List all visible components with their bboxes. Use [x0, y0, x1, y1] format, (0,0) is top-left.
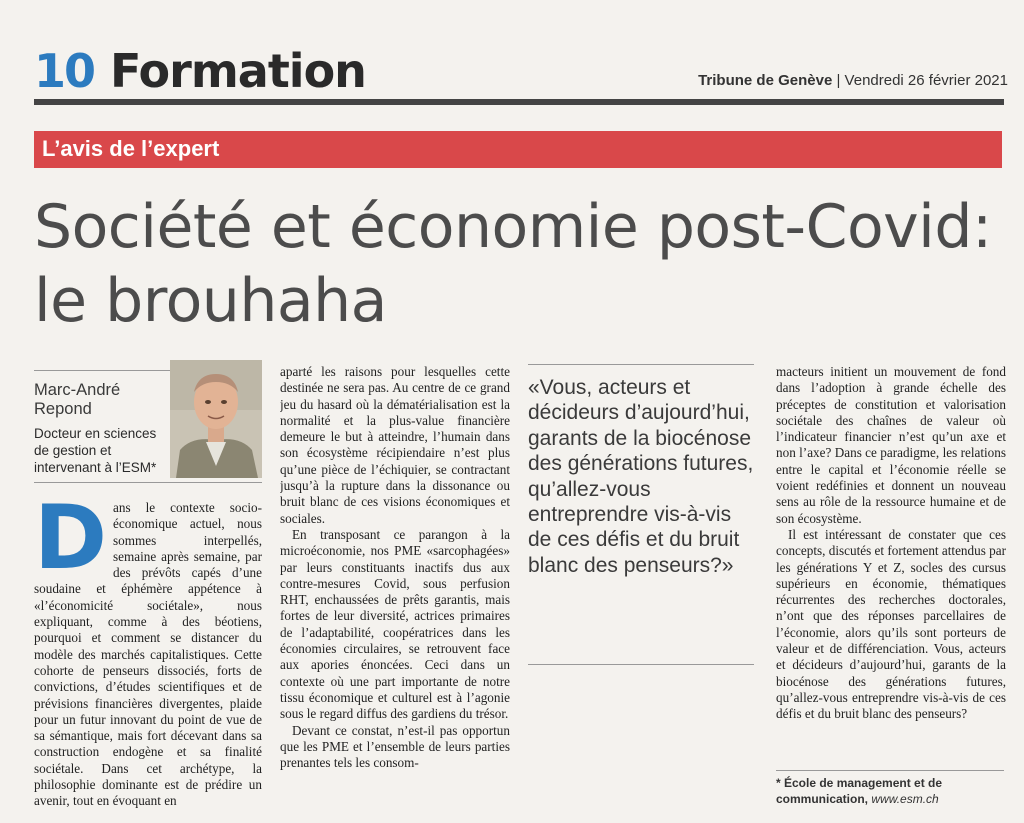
- pull-quote: «Vous, acteurs et décideurs d’aujourd’hui, garants de la biocénose des générations futures, qu’allez-vous entreprendre vis-à-vis de ces défis et du bruit blanc des penseurs?»: [528, 376, 754, 577]
- headline: Société et économie post-Covid: le brouhaha: [34, 192, 992, 336]
- article-paragraph: aparté les raisons pour lesquelles cette destinée ne sera pas. Au centre de ce grand jeu du hasard où la dématérialisation est la normalité et la plus-value financière demeure le but à atteindre, l’humain dans son écosystème récipiendaire n’est plus qu’une pièce de l’échiquier, se contractant jusqu’à la rupture dans la dissonance ou bruit blanc de ces visions économiques et sociales.: [280, 364, 510, 526]
- quote-bottom-rule: [528, 664, 754, 665]
- kicker-label: L’avis de l’expert: [42, 136, 220, 161]
- drop-cap: D: [34, 500, 108, 589]
- page-number: 10: [34, 44, 95, 98]
- article-column-1: [34, 500, 262, 822]
- article-paragraph: macteurs initient un mouvement de fond dans l’adoption à grande échelle des préceptes de constitution et valorisation sociétale des chaînes de valeur où l’indicateur financier n’est qu’un axe et non l’axe? Dans ce paradigme, les relations entre le capital et l’économie réelle se voient redéfinies et donnent un nouveau sens au rôle de la ressource humaine et de son écosystème.: [776, 364, 1006, 526]
- author-name: Marc-André Repond: [34, 381, 121, 418]
- author-role: Docteur en sciences de gestion et intervenant à l’ESM*: [34, 426, 157, 475]
- footnote-rule: [776, 770, 1004, 771]
- article-paragraph: Il est intéressant de constater que ces concepts, discutés et fortement attendus par les générations Y et Z, socles des cursus supérieurs en économie, thématiques récurrentes des recherches doctorales, n’ont que des réponses parcellaires de l’économie, alors qu’ils sont porteurs de valeur et de différenciation. Vous, acteurs et décideurs d’aujourd’hui, garants de la biocénose des générations futures, qu’allez-vous entreprendre vis-à-vis de ces défis et du bruit blanc des penseurs?: [776, 526, 1006, 722]
- author-photo: [170, 360, 262, 478]
- article-paragraph: Devant ce constat, n’est-il pas opportun que les PME et l’ensemble de leurs parties prenantes tels les consom-: [280, 722, 510, 771]
- quote-top-rule: [528, 364, 754, 365]
- article-paragraph: ans le contexte socio-économique actuel, nous sommes interpellés, semaine après semaine, par des prévôts capés d’une soudaine et éphémère appétence à «l’économicité sociétale», nous expliquant, comme à des béotiens, pourquoi et comment se distancer du modèle des marchés capitalistiques. Cette cohorte de penseurs dissociés, forts de convictions, d’études scientifiques et de prévisions financières divergentes, plaide pour un futur innovant du point de vue de sa sémantique, mais fort décevant dans sa construction endogène et sa finalité sociétale. Dans cet archétype, la philosophie dominante est de prédire un avenir, tout en évoquant en: [34, 500, 262, 809]
- publication-name: Tribune de Genève: [698, 72, 833, 89]
- article-column-4: [776, 364, 1006, 764]
- article-paragraph: En transposant ce parangon à la microéconomie, nos PME «sarcophagées» par leurs constituants inactifs dus aux contre-mesures Covid, sous perfusion RHT, enchaussées de prêts garantis, mais fortes de leur diversité, actrices primaires de l’adaptabilité, coopératrices dans les économies circulaires, se retrouvent face aux apories énoncées. Ceci dans un contexte où une part importante de notre tissu économique et culturel est à l’agonie sous le regard diffus des gardiens du trésor.: [280, 526, 510, 722]
- section-title: Formation: [110, 44, 366, 98]
- author-bottom-rule: [34, 482, 262, 483]
- footnote-url: www.esm.ch: [871, 792, 939, 806]
- footnote: [776, 775, 1006, 807]
- publication-line: [600, 72, 1008, 89]
- footnote-text: * École de management et de communication,: [776, 776, 943, 806]
- publication-date: Vendredi 26 février 2021: [844, 72, 1008, 89]
- header-rule: [34, 99, 1004, 105]
- separator: |: [832, 72, 845, 89]
- article-column-2: [280, 364, 510, 823]
